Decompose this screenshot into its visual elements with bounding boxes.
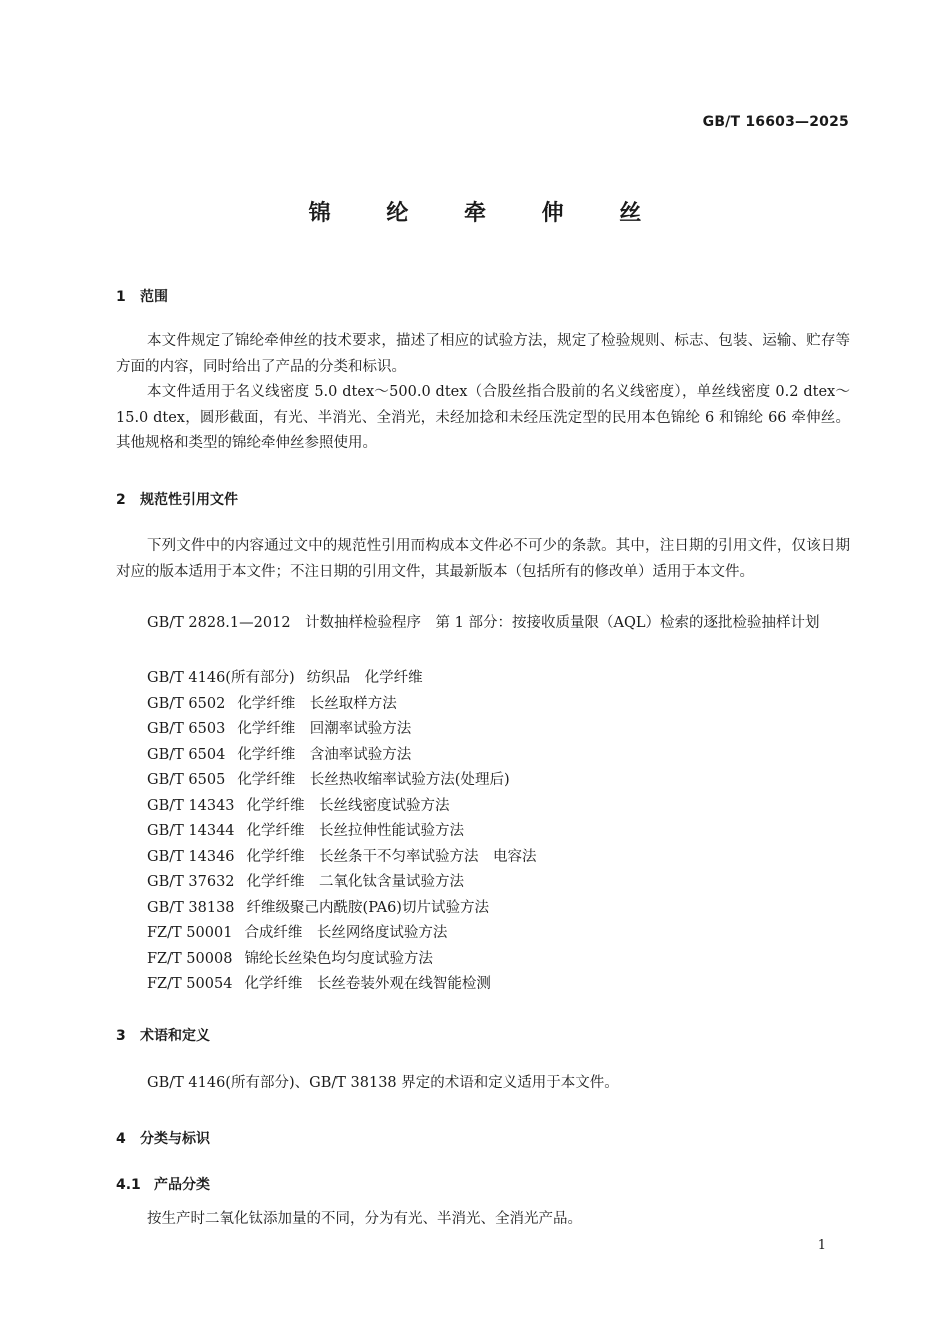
reference-title: 化学纤维 长丝拉伸性能试验方法 bbox=[246, 823, 465, 839]
reference-code: GB/T 6503 bbox=[147, 721, 226, 737]
reference-code: FZ/T 50008 bbox=[147, 951, 233, 967]
reference-title: 合成纤维 长丝网络度试验方法 bbox=[244, 925, 448, 941]
reference-code: GB/T 37632 bbox=[147, 874, 235, 890]
reference-code: GB/T 14344 bbox=[147, 823, 235, 839]
reference-code: GB/T 6505 bbox=[147, 772, 226, 788]
section-title: 规范性引用文件 bbox=[140, 492, 238, 508]
reference-code: GB/T 38138 bbox=[147, 900, 235, 916]
reference-item bbox=[147, 819, 464, 840]
section-4-1-paragraph-1: 按生产时二氧化钛添加量的不同，分为有光、半消光、全消光产品。 bbox=[147, 1211, 582, 1227]
reference-code: GB/T 6504 bbox=[147, 747, 226, 763]
reference-item bbox=[147, 768, 510, 789]
reference-item bbox=[147, 743, 411, 764]
reference-long: GB/T 2828.1—2012 计数抽样检验程序 第 1 部分：按接收质量限（AQL）检索的逐批检验抽样计划 bbox=[147, 615, 820, 631]
reference-item bbox=[147, 666, 423, 687]
reference-title: 化学纤维 长丝条干不匀率试验方法 电容法 bbox=[246, 849, 537, 865]
section-number: 3 bbox=[116, 1028, 126, 1044]
reference-item bbox=[147, 794, 450, 815]
reference-code: GB/T 14346 bbox=[147, 849, 235, 865]
section-title: 术语和定义 bbox=[140, 1028, 210, 1044]
page-number: 1 bbox=[817, 1238, 826, 1253]
section-number: 4 bbox=[116, 1131, 126, 1147]
reference-code: GB/T 14343 bbox=[147, 798, 235, 814]
reference-item bbox=[147, 845, 537, 866]
reference-title: 化学纤维 长丝线密度试验方法 bbox=[246, 798, 450, 814]
section-3-heading bbox=[116, 1025, 210, 1045]
reference-item bbox=[147, 921, 447, 942]
reference-code: GB/T 4146(所有部分) bbox=[147, 670, 295, 686]
reference-item bbox=[147, 947, 433, 968]
reference-title: 化学纤维 含油率试验方法 bbox=[237, 747, 412, 763]
section-1-paragraph-2: 本文件适用于名义线密度 5.0 dtex～500.0 dtex（合股丝指合股前的名义线密度），单丝线密度 0.2 dtex～15.0 dtex，圆形截面，有光、半消光、全消光，未经加捻和未经压洗定型的民用本色锦纶 6 和锦纶 66 牵伸丝。其他规格和类型的锦纶牵伸丝参照使用。 bbox=[116, 384, 850, 451]
section-1-paragraph-1: 本文件规定了锦纶牵伸丝的技术要求，描述了相应的试验方法，规定了检验规则、标志、包装、运输、贮存等方面的内容，同时给出了产品的分类和标识。 bbox=[116, 333, 850, 375]
reference-code: FZ/T 50054 bbox=[147, 976, 233, 992]
section-number: 4.1 bbox=[116, 1177, 141, 1193]
reference-code: GB/T 6502 bbox=[147, 696, 226, 712]
standard-code: GB/T 16603—2025 bbox=[702, 114, 849, 130]
reference-title: 化学纤维 长丝卷装外观在线智能检测 bbox=[244, 976, 491, 992]
reference-title: 化学纤维 回潮率试验方法 bbox=[237, 721, 412, 737]
reference-title: 纺织品 化学纤维 bbox=[306, 670, 423, 686]
reference-title: 纤维级聚己内酰胺(PA6)切片试验方法 bbox=[246, 900, 489, 916]
reference-title: 化学纤维 二氧化钛含量试验方法 bbox=[246, 874, 465, 890]
reference-item bbox=[147, 692, 397, 713]
section-2-paragraph-1: 下列文件中的内容通过文中的规范性引用而构成本文件必不可少的条款。其中，注日期的引用文件，仅该日期对应的版本适用于本文件；不注日期的引用文件，其最新版本（包括所有的修改单）适用于本文件。 bbox=[116, 538, 850, 580]
section-4-1-heading bbox=[116, 1174, 210, 1194]
section-title: 范围 bbox=[140, 289, 168, 305]
reference-title: 化学纤维 长丝取样方法 bbox=[237, 696, 397, 712]
reference-code: FZ/T 50001 bbox=[147, 925, 233, 941]
reference-item bbox=[147, 717, 411, 738]
section-number: 1 bbox=[116, 289, 126, 305]
reference-title: 锦纶长丝染色均匀度试验方法 bbox=[244, 951, 433, 967]
section-2-heading bbox=[116, 489, 238, 509]
document-title: 锦 纶 牵 伸 丝 bbox=[308, 201, 666, 226]
reference-item bbox=[147, 870, 464, 891]
reference-title: 化学纤维 长丝热收缩率试验方法(处理后) bbox=[237, 772, 510, 788]
reference-item bbox=[147, 896, 489, 917]
section-3-paragraph-1: GB/T 4146(所有部分)、GB/T 38138 界定的术语和定义适用于本文件。 bbox=[147, 1075, 619, 1091]
section-number: 2 bbox=[116, 492, 126, 508]
section-1-heading bbox=[116, 286, 168, 306]
reference-item bbox=[147, 972, 491, 993]
section-title: 产品分类 bbox=[154, 1177, 210, 1193]
section-4-heading bbox=[116, 1128, 210, 1148]
section-title: 分类与标识 bbox=[140, 1131, 210, 1147]
